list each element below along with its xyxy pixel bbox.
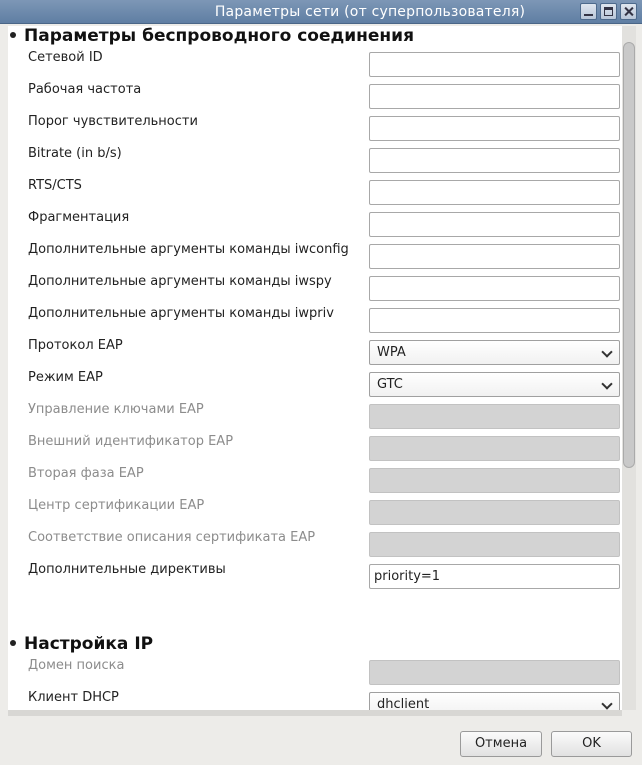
search-domain-label: Домен поиска bbox=[28, 658, 125, 673]
title-bar bbox=[0, 0, 642, 24]
ok-button[interactable]: OK bbox=[551, 731, 632, 757]
eap-mode-label: Режим EAP bbox=[28, 370, 103, 385]
network-id-label: Сетевой ID bbox=[28, 50, 103, 65]
cancel-button[interactable]: Отмена bbox=[460, 731, 542, 757]
eap-mode-value: GTC bbox=[377, 377, 403, 392]
chevron-down-icon bbox=[601, 346, 612, 357]
iwpriv-label: Дополнительные аргументы команды iwpriv bbox=[28, 306, 334, 321]
rts-cts-input[interactable] bbox=[369, 180, 620, 205]
eap-protocol-select[interactable] bbox=[369, 340, 620, 365]
eap-protocol-label: Протокол EAP bbox=[28, 338, 123, 353]
close-icon[interactable] bbox=[620, 3, 637, 20]
wireless-heading-text: Параметры беспроводного соединения bbox=[24, 26, 414, 46]
scrollbar-thumb[interactable] bbox=[623, 42, 635, 468]
dhcp-client-select[interactable] bbox=[369, 692, 620, 710]
eap-outer-id-label: Внешний идентификатор EAP bbox=[28, 434, 234, 449]
section-ip-heading bbox=[10, 634, 153, 654]
frequency-input[interactable] bbox=[369, 84, 620, 109]
eap-ca-input bbox=[369, 500, 620, 525]
minimize-icon[interactable] bbox=[580, 3, 597, 20]
eap-cert-match-input bbox=[369, 532, 620, 557]
sensitivity-input[interactable] bbox=[369, 116, 620, 141]
section-wireless-heading bbox=[10, 26, 414, 46]
dialog-footer bbox=[0, 718, 642, 765]
window-title: Параметры сети (от суперпользователя) bbox=[214, 4, 526, 20]
sensitivity-label: Порог чувствительности bbox=[28, 114, 198, 129]
bullet-icon bbox=[10, 640, 16, 646]
bullet-icon bbox=[10, 32, 16, 38]
settings-panel bbox=[8, 26, 622, 710]
vertical-scrollbar[interactable] bbox=[622, 26, 636, 710]
eap-cert-match-label: Соответствие описания сертификата EAP bbox=[28, 530, 316, 545]
fragmentation-input[interactable] bbox=[369, 212, 620, 237]
horizontal-scrollbar[interactable] bbox=[8, 710, 622, 716]
dhcp-client-value: dhclient bbox=[377, 697, 430, 710]
eap-phase2-label: Вторая фаза EAP bbox=[28, 466, 144, 481]
extra-directives-label: Дополнительные директивы bbox=[28, 562, 226, 577]
chevron-down-icon bbox=[601, 378, 612, 389]
frequency-label: Рабочая частота bbox=[28, 82, 142, 97]
ip-heading-text: Настройка IP bbox=[24, 634, 154, 654]
dhcp-client-label: Клиент DHCP bbox=[28, 690, 119, 705]
eap-ca-label: Центр сертификации EAP bbox=[28, 498, 205, 513]
iwspy-input[interactable] bbox=[369, 276, 620, 301]
chevron-down-icon bbox=[601, 698, 612, 709]
bitrate-label: Bitrate (in b/s) bbox=[28, 146, 122, 161]
eap-outer-id-input bbox=[369, 436, 620, 461]
search-domain-input bbox=[369, 660, 620, 685]
extra-directives-input[interactable] bbox=[369, 564, 620, 589]
iwspy-label: Дополнительные аргументы команды iwspy bbox=[28, 274, 332, 289]
rts-cts-label: RTS/CTS bbox=[28, 178, 82, 193]
iwconfig-input[interactable] bbox=[369, 244, 620, 269]
maximize-icon[interactable] bbox=[600, 3, 617, 20]
eap-protocol-value: WPA bbox=[377, 345, 406, 360]
bitrate-input[interactable] bbox=[369, 148, 620, 173]
iwconfig-label: Дополнительные аргументы команды iwconfig bbox=[28, 242, 349, 257]
eap-mode-select[interactable] bbox=[369, 372, 620, 397]
eap-key-mgmt-label: Управление ключами EAP bbox=[28, 402, 204, 417]
eap-phase2-input bbox=[369, 468, 620, 493]
fragmentation-label: Фрагментация bbox=[28, 210, 130, 225]
network-id-input[interactable] bbox=[369, 52, 620, 77]
iwpriv-input[interactable] bbox=[369, 308, 620, 333]
eap-key-mgmt-input bbox=[369, 404, 620, 429]
